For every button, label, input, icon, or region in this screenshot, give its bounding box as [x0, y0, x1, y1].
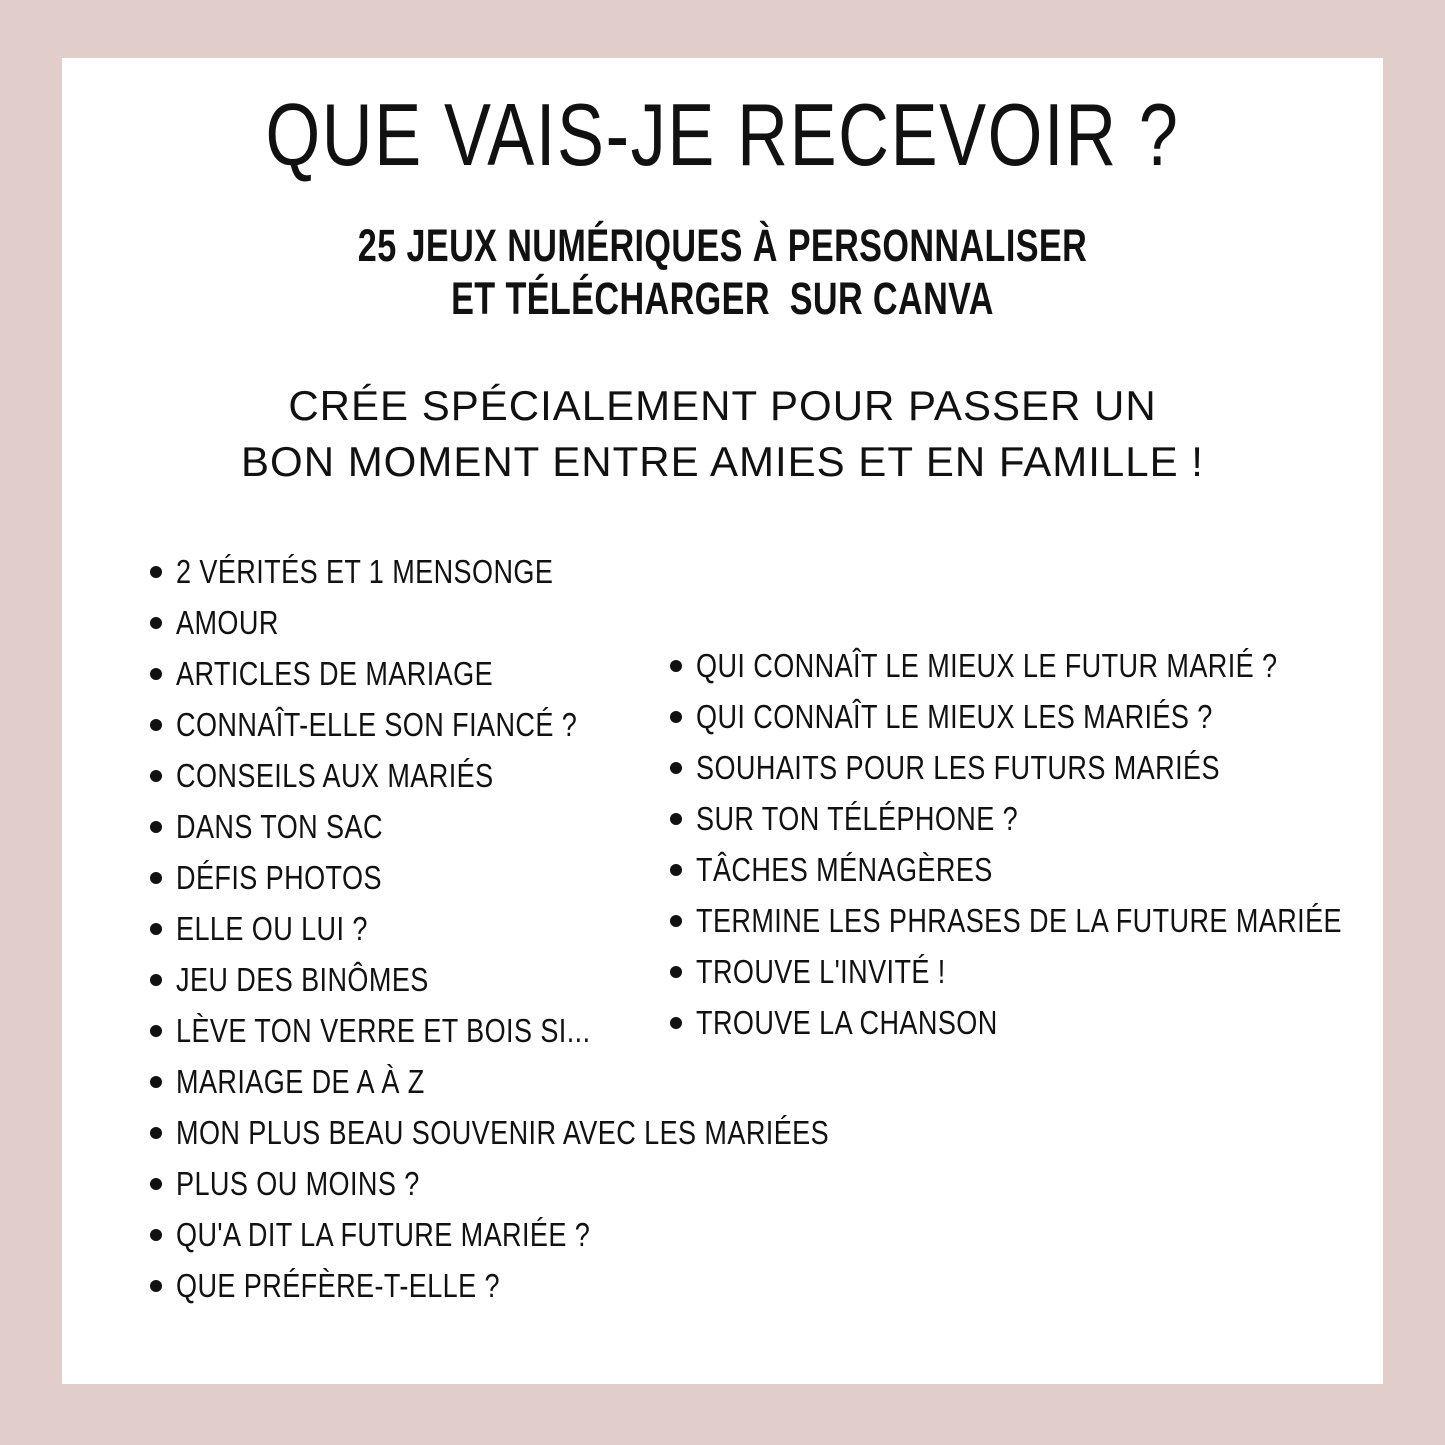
bullet-icon: [150, 1025, 162, 1037]
list-item: [670, 844, 1445, 895]
bullet-icon: [150, 1076, 162, 1088]
bullet-icon: [670, 762, 682, 774]
bullet-icon: [150, 974, 162, 986]
list-item-label: TROUVE L'INVITÉ !: [696, 952, 946, 990]
list-item: [150, 1056, 972, 1107]
bullet-icon: [150, 872, 162, 884]
list-item-label: LÈVE TON VERRE ET BOIS SI...: [176, 1011, 591, 1049]
list-item-label: JEU DES BINÔMES: [176, 960, 429, 998]
list-item-label: TROUVE LA CHANSON: [696, 1003, 998, 1041]
list-item-label: PLUS OU MOINS ?: [176, 1164, 420, 1202]
list-item-label: DÉFIS PHOTOS: [176, 858, 382, 896]
list-item-label: DANS TON SAC: [176, 807, 383, 845]
list-item: [150, 1209, 972, 1260]
list-item-label: AMOUR: [176, 603, 279, 641]
list-item-label: QU'A DIT LA FUTURE MARIÉE ?: [176, 1215, 591, 1253]
list-item-label: 2 VÉRITÉS ET 1 MENSONGE: [176, 552, 554, 590]
subtitle-line-2: ET TÉLÉCHARGER SUR CANVA: [451, 273, 994, 324]
bullet-icon: [150, 617, 162, 629]
games-list-right: [670, 640, 1445, 1048]
list-item-label: QUE PRÉFÈRE-T-ELLE ?: [176, 1266, 500, 1304]
list-item: [150, 1158, 972, 1209]
list-item: [670, 895, 1445, 946]
bullet-icon: [670, 813, 682, 825]
bullet-icon: [150, 770, 162, 782]
list-item-label: MARIAGE DE A À Z: [176, 1062, 425, 1100]
poster-subtitle: [173, 219, 1271, 325]
list-item-label: TERMINE LES PHRASES DE LA FUTURE MARIÉE: [696, 901, 1343, 939]
list-item: [670, 640, 1445, 691]
bullet-icon: [670, 966, 682, 978]
poster-tagline: [0, 378, 1445, 490]
list-item-label: ELLE OU LUI ?: [176, 909, 368, 947]
bullet-icon: [150, 1127, 162, 1139]
bullet-icon: [150, 1178, 162, 1190]
poster-title: QUE VAIS-JE RECEVOIR ?: [265, 85, 1180, 184]
tagline-line-1: CRÉE SPÉCIALEMENT POUR PASSER UN: [288, 382, 1157, 429]
list-item-label: MON PLUS BEAU SOUVENIR AVEC LES MARIÉES: [176, 1113, 830, 1151]
list-item-label: QUI CONNAÎT LE MIEUX LE FUTUR MARIÉ ?: [696, 646, 1278, 684]
bullet-icon: [670, 864, 682, 876]
bullet-icon: [150, 566, 162, 578]
bullet-icon: [150, 719, 162, 731]
bullet-icon: [150, 1229, 162, 1241]
list-item: [150, 1107, 972, 1158]
bullet-icon: [670, 1017, 682, 1029]
list-item-label: CONNAÎT-ELLE SON FIANCÉ ?: [176, 705, 578, 743]
bullet-icon: [670, 711, 682, 723]
list-item: [670, 691, 1445, 742]
bullet-icon: [150, 821, 162, 833]
list-item-label: ARTICLES DE MARIAGE: [176, 654, 494, 692]
bullet-icon: [670, 660, 682, 672]
list-item-label: TÂCHES MÉNAGÈRES: [696, 850, 993, 888]
bullet-icon: [150, 668, 162, 680]
list-item-label: SUR TON TÉLÉPHONE ?: [696, 799, 1019, 837]
tagline-line-2: BON MOMENT ENTRE AMIES ET EN FAMILLE !: [241, 438, 1204, 485]
list-item-label: QUI CONNAÎT LE MIEUX LES MARIÉS ?: [696, 697, 1213, 735]
list-item: [150, 1260, 972, 1311]
bullet-icon: [150, 1280, 162, 1292]
list-item: [670, 946, 1445, 997]
list-item-label: SOUHAITS POUR LES FUTURS MARIÉS: [696, 748, 1220, 786]
bullet-icon: [670, 915, 682, 927]
list-item: [670, 793, 1445, 844]
list-item: [150, 546, 972, 597]
bullet-icon: [150, 923, 162, 935]
list-item: [670, 997, 1445, 1048]
subtitle-line-1: 25 JEUX NUMÉRIQUES À PERSONNALISER: [357, 220, 1088, 271]
list-item: [670, 742, 1445, 793]
list-item-label: CONSEILS AUX MARIÉS: [176, 756, 494, 794]
